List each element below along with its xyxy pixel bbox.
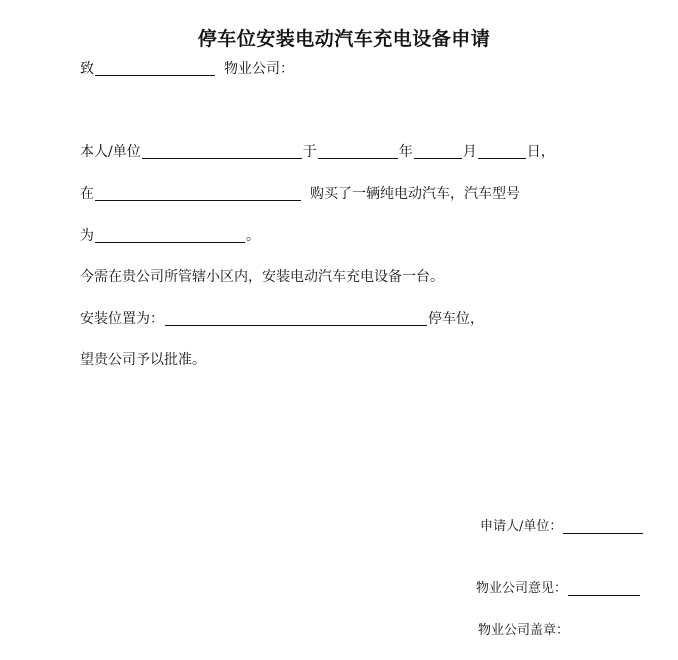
applicant-name-blank[interactable] [142,144,302,159]
model-suffix: 。 [246,228,260,244]
opinion-label: 物业公司意见： [476,581,568,596]
applicant-signature-blank[interactable] [563,519,643,534]
purchase-line [80,185,520,203]
year-label: 年 [398,144,413,160]
model-line [80,227,260,245]
purchase-text: 购买了一辆纯电动汽车，汽车型号 [310,186,520,202]
month-label: 月 [462,144,477,160]
applicant-date-line [80,143,555,161]
purchase-place-blank[interactable] [95,186,301,201]
approval-line [80,351,206,369]
year-blank[interactable] [318,144,398,159]
applicant-signature-label: 申请人/单位： [480,519,563,534]
model-prefix: 为 [80,228,94,244]
seal-line [478,622,569,640]
parking-space-blank[interactable] [165,311,427,326]
car-model-blank[interactable] [95,228,245,243]
request-line [80,268,444,286]
location-line [80,310,484,328]
addressee-line [80,60,294,78]
date-prefix: 于 [302,144,317,160]
to-prefix: 致 [80,61,94,77]
seal-label: 物业公司盖章： [478,623,570,638]
company-name-blank[interactable] [95,61,215,76]
applicant-label-inline: 本人/单位 [80,144,141,160]
location-label: 安装位置为： [80,311,164,327]
purchase-prefix: 在 [80,186,94,202]
opinion-line [476,580,641,598]
request-text: 今需在贵公司所管辖小区内，安装电动汽车充电设备一台。 [80,269,444,285]
applicant-signature-line [480,518,644,536]
document-title: 停车位安装电动汽车充电设备申请 [197,28,491,50]
day-blank[interactable] [478,144,526,159]
day-label: 日， [526,144,555,160]
month-blank[interactable] [414,144,462,159]
to-suffix: 物业公司： [224,61,294,77]
opinion-blank[interactable] [568,581,640,596]
approval-text: 望贵公司予以批准。 [80,352,206,368]
location-suffix: 停车位， [428,311,484,327]
